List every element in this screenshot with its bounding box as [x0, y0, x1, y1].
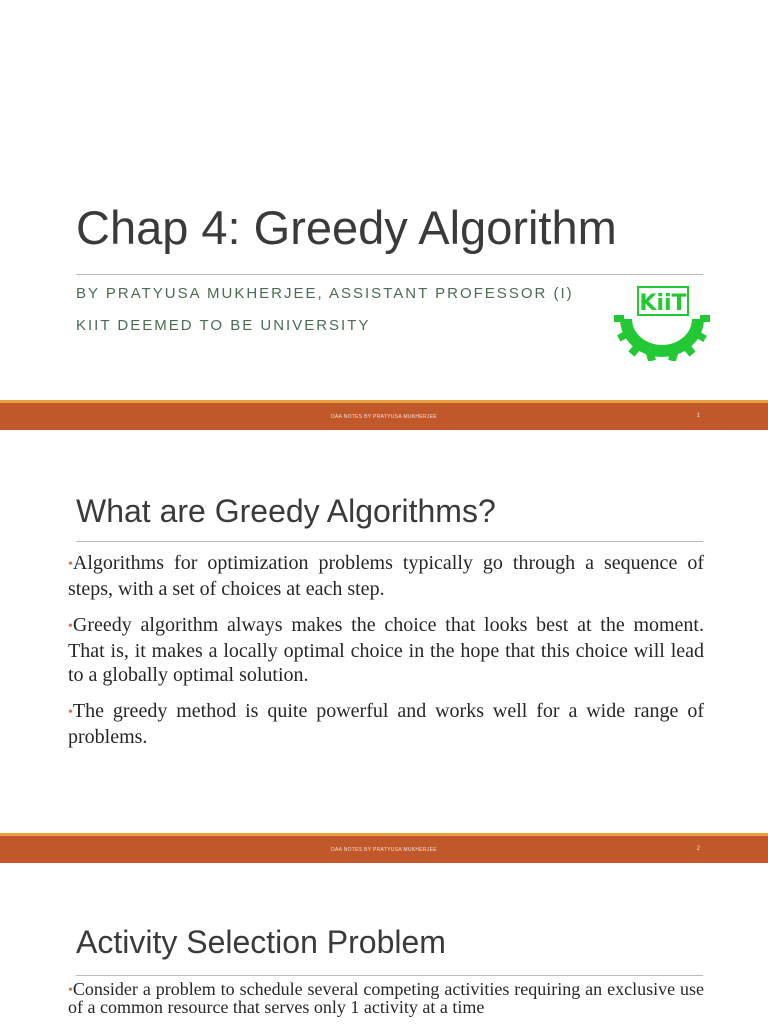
bullet-icon: •: [68, 557, 73, 572]
bullet-list: [68, 551, 704, 761]
page-number: 2: [696, 846, 700, 852]
slide-title: Activity Selection Problem: [76, 924, 446, 960]
slide-title: Chap 4: Greedy Algorithm: [76, 201, 617, 254]
title-rule: [76, 975, 703, 976]
content-slide-greedy: [0, 433, 768, 833]
bullet-icon: •: [68, 705, 73, 720]
title-rule: [76, 541, 703, 542]
content-slide-activity-selection: [0, 866, 768, 1024]
logo-text: KiiT: [639, 291, 687, 316]
kiit-logo: [612, 285, 712, 361]
page-number: 1: [696, 413, 700, 419]
slide2-footer: [0, 833, 768, 863]
bullet-item: •Greedy algorithm always makes the choice that looks best at the moment. That is, it makes a locally optimal choice in the hope that this choice will lead to a globally optimal solution.: [68, 614, 704, 686]
slide-title: What are Greedy Algorithms?: [76, 493, 496, 529]
author-line: BY PRATYUSA MUKHERJEE, ASSISTANT PROFESSOR (I): [76, 285, 574, 302]
university-line: KIIT DEEMED TO BE UNIVERSITY: [76, 317, 371, 334]
footer-text: DAA NOTES BY PRATYUSA MUKHERJEE: [331, 847, 437, 853]
bullet-item: •Algorithms for optimization problems typically go through a sequence of steps, with a set of choices at each step.: [68, 552, 704, 600]
bullet-item: •Consider a problem to schedule several competing activities requiring an exclusive use of a common resource that serves only 1 activity at a time: [68, 979, 704, 1017]
footer-text: DAA NOTES BY PRATYUSA MUKHERJEE: [331, 414, 437, 420]
title-slide: [0, 0, 768, 400]
bullet-list: [68, 981, 704, 1024]
bullet-item: •The greedy method is quite powerful and works well for a wide range of problems.: [68, 700, 704, 748]
title-rule: [76, 274, 703, 275]
bullet-icon: •: [68, 619, 73, 634]
bullet-icon: •: [68, 983, 73, 998]
slide1-footer: [0, 400, 768, 430]
